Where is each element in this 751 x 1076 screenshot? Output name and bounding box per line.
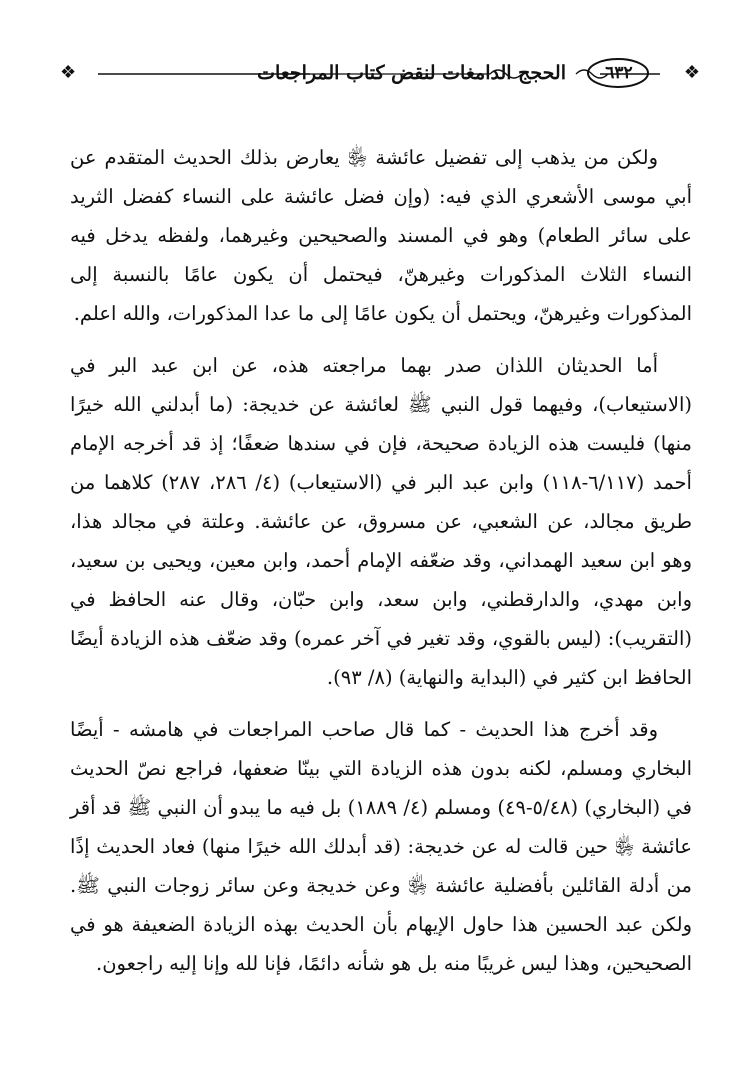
header-ornament-right: ❖ [683,62,700,83]
header-ornament-left: ❖ [60,62,77,83]
paragraph-1: ولكن من يذهب إلى تفضيل عائشة ﵂ يعارض بذلك الحديث المتقدم عن أبي موسى الأشعري الذي فيه: (وإن فضل عائشة على النساء كفضل الثريد على سائر الطعام) وهو في المسند والصحيحين وغيرهما، ولفظه يدخل فيه النساء الثلاث المذكورات وغيرهنّ، فيحتمل أن يكون عامًا بالنسبة إلى المذكورات وغيرهنّ، ويحتمل أن يكون عامًا إلى ما عدا المذكورات، والله اعلم. [70,146,692,325]
running-title: الحجج الدامغات لنقض كتاب المراجعات [257,62,566,84]
body-text [70,138,692,996]
page-number: ٦٣٢ [605,63,633,83]
page-header [60,52,700,96]
paragraph-2: أما الحديثان اللذان صدر بهما مراجعته هذه، عن ابن عبد البر في (الاستيعاب)، وفيهما قول النبي ﷺ لعائشة عن خديجة: (ما أبدلني الله خيرًا منها) فليست هذه الزيادة صحيحة، فإن في سندها ضعفًا؛ إذ قد أخرجه الإمام أحمد (٦/١١٧-١١٨) وابن عبد البر في (الاستيعاب) (٤/ ٢٨٦، ٢٨٧) كلاهما من طريق مجالد، عن الشعبي، عن مسروق، عن عائشة. وعلتة في مجالد هذا، وهو ابن سعيد الهمداني، وقد ضعّفه الإمام أحمد، وابن معين، ويحيى بن سعيد، وابن مهدي، والدارقطني، وابن سعد، وابن حبّان، وقال عنه الحافظ في (التقريب): (ليس بالقوي، وقد تغير في آخر عمره) وقد ضعّف هذه الزيادة أيضًا الحافظ ابن كثير في (البداية والنهاية) (٨/ ٩٣). [70,354,692,689]
paragraph-3: وقد أخرج هذا الحديث - كما قال صاحب المراجعات في هامشه - أيضًا البخاري ومسلم، لكنه بدون هذه الزيادة التي بينّا ضعفها، فراجع نصّ الحديث في (البخاري) (٥/٤٨-٤٩) ومسلم (٤/ ١٨٨٩) بل فيه ما يبدو أن النبي ﷺ قد أقر عائشة ﵂ حين قالت له عن خديجة: (قد أبدلك الله خيرًا منها) فعاد الحديث إذًا من أدلة القائلين بأفضلية عائشة ﵂ وعن خديجة وعن سائر زوجات النبي ﷺ. ولكن عبد الحسين هذا حاول الإيهام بأن الحديث بهذه الزيادة الضعيفة هو في الصحيحين، وهذا ليس غريبًا منه بل هو شأنه دائمًا، فإنا لله وإنا إليه راجعون. [70,718,692,975]
